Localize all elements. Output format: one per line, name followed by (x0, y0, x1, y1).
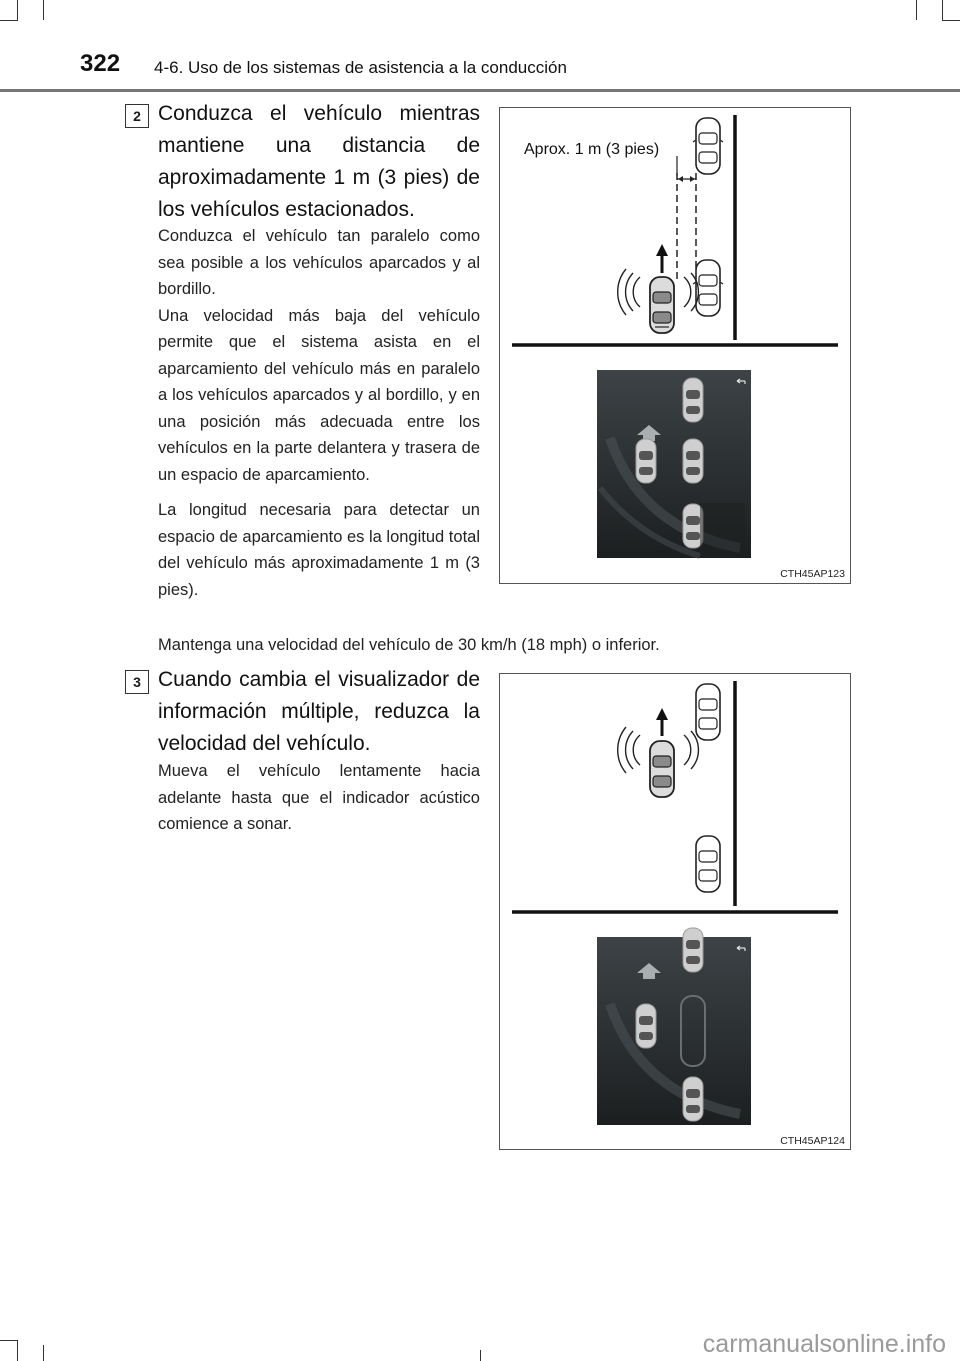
crop-mark (0, 1340, 18, 1341)
step-paragraph: Conduzca el vehículo tan paralelo como sea posible a los vehículos aparcados y al bordillo. Una velocidad más baja del vehículo permite que el sistema asista en el aparcamiento del vehículo más en paralelo a los vehículos aparcados y al bordillo, y en una posición más adecuada entre los vehículos en la parte delantera y trasera de un espacio de aparcamiento. (158, 227, 480, 484)
own-vehicle (650, 741, 674, 797)
crop-mark (17, 1340, 18, 1361)
forward-arrow-icon (656, 708, 668, 720)
multi-info-display (597, 928, 751, 1125)
crop-mark (0, 20, 18, 21)
distance-callout: Aprox. 1 m (3 pies) (524, 141, 660, 158)
parked-car-front (693, 118, 723, 174)
figure-illustration (500, 108, 850, 583)
figure-code: CTH45AP123 (780, 568, 845, 580)
step-paragraph: Mueva el vehículo lentamente hacia adelante hasta que el indicador acústico comience a sonar. (158, 762, 480, 833)
crop-mark (17, 0, 18, 20)
speed-note: Mantenga una velocidad del vehículo de 30 km/h (18 mph) o inferior. (158, 636, 660, 654)
figure-illustration (500, 674, 850, 1149)
step-paragraph: La longitud necesaria para detectar un espacio de aparcamiento es la longitud total del vehículo más aproximadamente 1 m (3 pies). (158, 501, 480, 599)
crop-mark (942, 20, 960, 21)
multi-info-display (597, 370, 751, 558)
forward-arrow-icon (656, 244, 668, 256)
car-icon (636, 1004, 656, 1048)
header-divider (0, 89, 960, 92)
parked-car-rear (696, 836, 720, 892)
step-title: Cuando cambia el visualizador de información múltiple, reduzca la velocidad del vehículo. (158, 668, 480, 755)
crop-mark (942, 0, 943, 20)
crop-mark (916, 0, 917, 20)
step-body (158, 223, 480, 612)
step-body (158, 758, 480, 847)
watermark: carmanualsonline.info (702, 1330, 946, 1358)
car-icon (636, 439, 656, 483)
figure-code: CTH45AP124 (780, 1135, 845, 1147)
step-number-badge: 2 (125, 104, 149, 128)
parked-car-front (696, 684, 720, 740)
figure-slow-down (499, 673, 851, 1150)
crop-mark (480, 1350, 481, 1361)
crop-mark (43, 0, 44, 20)
step-number-badge: 3 (125, 670, 149, 694)
page-number: 322 (80, 50, 121, 77)
own-vehicle (650, 277, 674, 333)
figure-parking-distance (499, 107, 851, 584)
step-title: Conduzca el vehículo mientras mantiene una distancia de aproximadamente 1 m (3 pies) de los vehículos estacionados. (158, 102, 480, 221)
crop-mark (43, 1345, 44, 1361)
section-title: 4-6. Uso de los sistemas de asistencia a la conducción (154, 58, 567, 77)
